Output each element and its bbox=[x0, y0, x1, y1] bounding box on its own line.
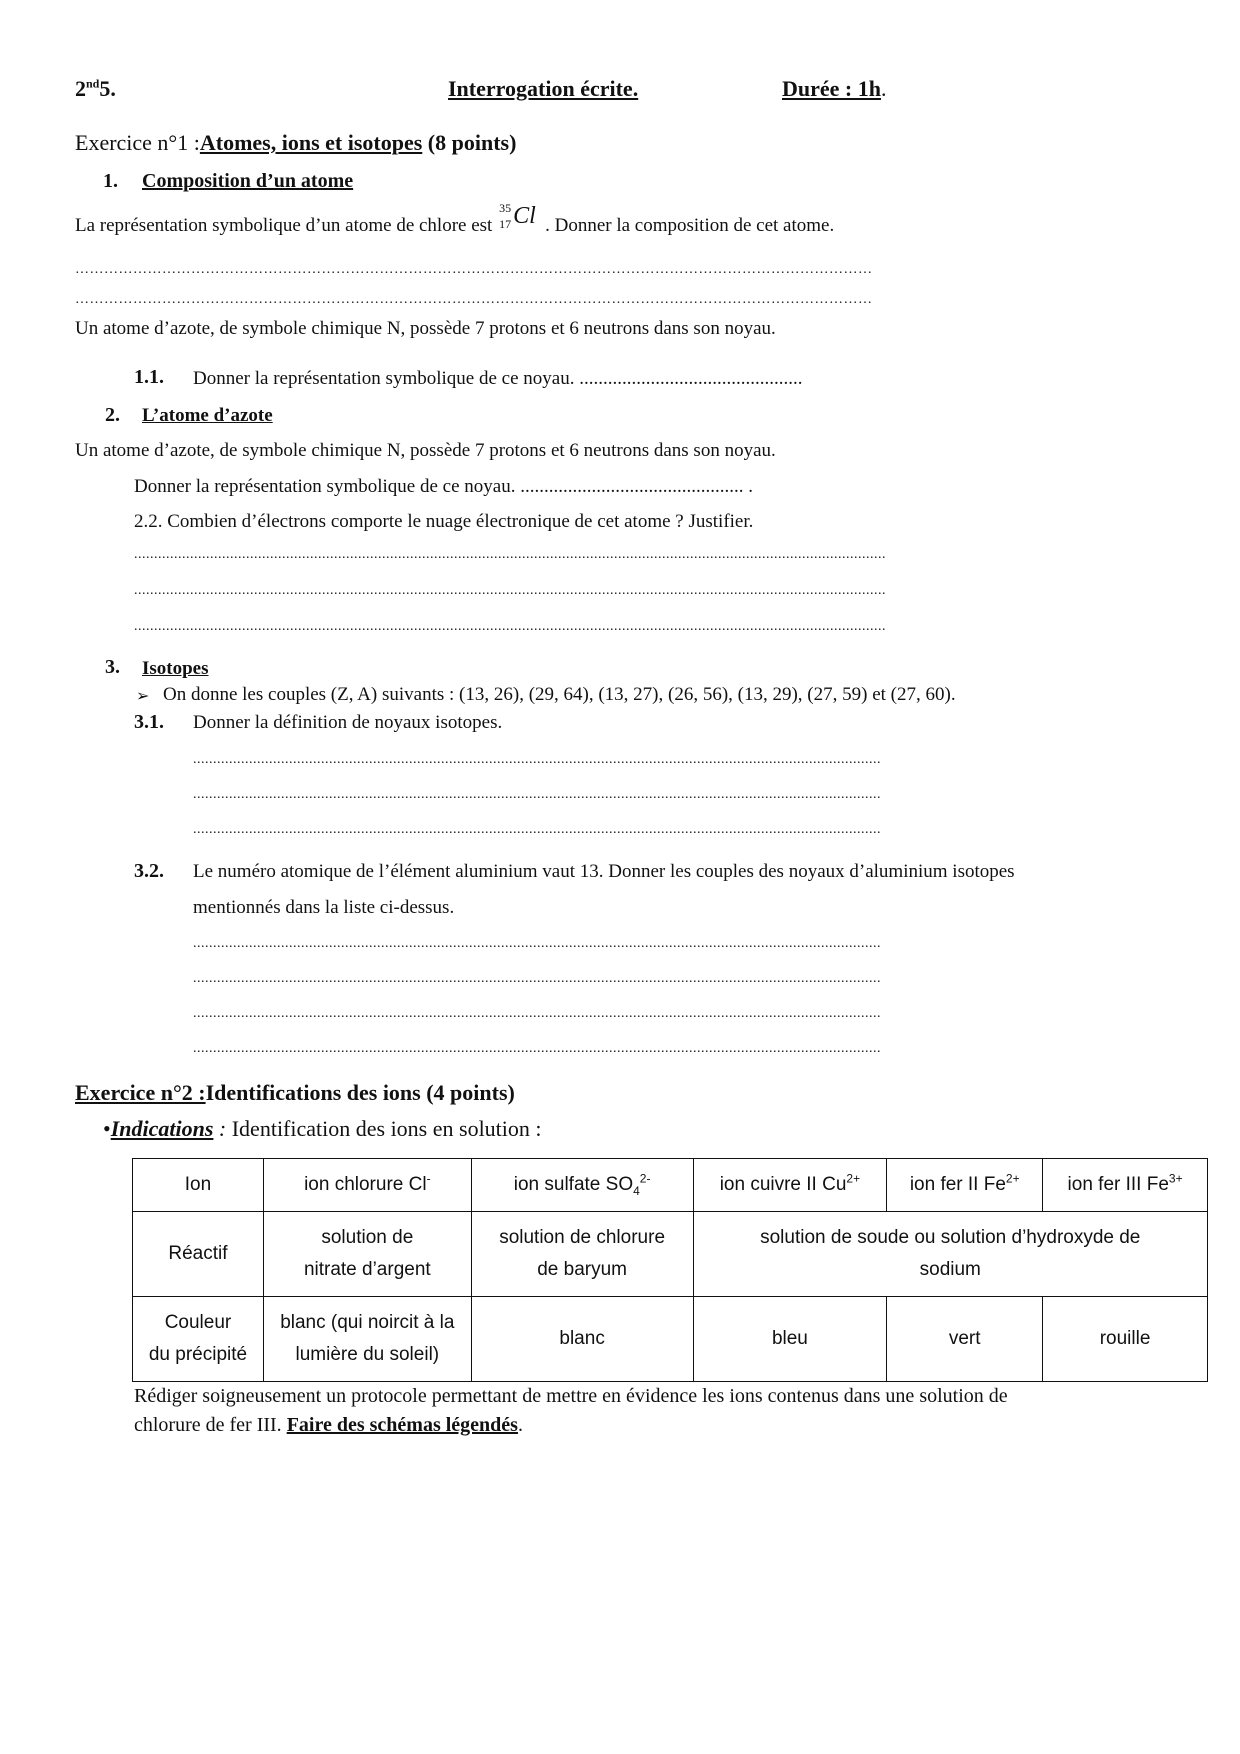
section-1-title: Composition d’un atome bbox=[142, 170, 354, 192]
answer-dots: ............................................................................................................................................................................................ bbox=[134, 583, 886, 598]
table-row bbox=[133, 1297, 1208, 1382]
protocol-instruction-cont: chlorure de fer III. Faire des schémas légendés. bbox=[134, 1414, 523, 1436]
protocol-instruction: Rédiger soigneusement un protocole permettant de mettre en évidence les ions contenus dans une solution de bbox=[134, 1385, 1008, 1407]
answer-dots: ………………………………………………………………………………………………………………………………………………… bbox=[75, 262, 873, 277]
section-2-title: L’atome d’azote bbox=[142, 405, 273, 426]
cell-couleur-fer-2: vert bbox=[887, 1297, 1043, 1382]
cell-reactif-chlorure: solution de nitrate d’argent bbox=[263, 1212, 471, 1297]
cell-couleur-cuivre: bleu bbox=[693, 1297, 887, 1382]
question-3-2-text: Le numéro atomique de l’élément aluminium vaut 13. Donner les couples des noyaux d’aluminium isotopes bbox=[193, 861, 1015, 882]
answer-dots: ............................................................................................................................................................................ bbox=[193, 787, 881, 802]
question-1-1-text: Donner la représentation symbolique de ce noyau. ............................................... bbox=[193, 368, 803, 389]
azote-statement: Un atome d’azote, de symbole chimique N, possède 7 protons et 6 neutrons dans son noyau. bbox=[75, 318, 776, 339]
indications-line: •Indications : Identification des ions en solution : bbox=[103, 1116, 542, 1141]
chlore-intro: La représentation symbolique d’un atome de chlore est 35 17 Cl . Donner la composition de cet atome. bbox=[75, 201, 835, 236]
isotope-couples: On donne les couples (Z, A) suivants : (13, 26), (29, 64), (13, 27), (26, 56), (13, 29), (27, 59) et (27, 60). bbox=[163, 684, 956, 705]
question-2-1-text: Donner la représentation symbolique de ce noyau. ............................................... . bbox=[134, 476, 753, 497]
cell-chlorure: ion chlorure Cl- bbox=[263, 1159, 471, 1212]
exercise-2-heading: Exercice n°2 :Identifications des ions (4 points) bbox=[75, 1080, 515, 1105]
answer-dots: ………………………………………………………………………………………………………………………………………………… bbox=[75, 292, 873, 307]
azote-statement-2: Un atome d’azote, de symbole chimique N, possède 7 protons et 6 neutrons dans son noyau. bbox=[75, 440, 776, 461]
section-2-number: 2. bbox=[105, 404, 120, 426]
section-1-number: 1. bbox=[103, 170, 118, 192]
cell-couleur-sulfate: blanc bbox=[471, 1297, 693, 1382]
question-3-2-text-cont: mentionnés dans la liste ci-dessus. bbox=[193, 897, 455, 918]
page-title: Interrogation écrite. bbox=[448, 76, 639, 101]
answer-dots: ............................................................................................................................................................................ bbox=[193, 1041, 881, 1056]
question-3-1-text: Donner la définition de noyaux isotopes. bbox=[193, 712, 503, 733]
answer-dots: ............................................................................................................................................................................ bbox=[193, 822, 881, 837]
answer-dots: ............................................................................................................................................................................................ bbox=[134, 619, 886, 634]
question-3-1-number: 3.1. bbox=[134, 711, 164, 733]
row-header-reactif: Réactif bbox=[133, 1212, 264, 1297]
answer-dots: ............................................................................................................................................................................................ bbox=[134, 547, 886, 562]
section-3-title: Isotopes bbox=[142, 658, 209, 679]
cell-reactif-sulfate: solution de chlorure de baryum bbox=[471, 1212, 693, 1297]
answer-dots: ............................................................................................................................................................................ bbox=[193, 752, 881, 767]
chlorine-symbol: 35 17 Cl bbox=[499, 201, 536, 231]
cell-couleur-chlorure: blanc (qui noircit à la lumière du soleil) bbox=[263, 1297, 471, 1382]
cell-couleur-fer-3: rouille bbox=[1043, 1297, 1208, 1382]
question-3-2-number: 3.2. bbox=[134, 860, 164, 882]
row-header-couleur: Couleur du précipité bbox=[133, 1297, 264, 1382]
duration-label: Durée : 1h. bbox=[782, 76, 887, 101]
exercise-1-heading: Exercice n°1 :Atomes, ions et isotopes (8 points) bbox=[75, 130, 517, 155]
answer-dots: ............................................................................................................................................................................ bbox=[193, 936, 881, 951]
row-header-ion: Ion bbox=[133, 1159, 264, 1212]
table-row bbox=[133, 1159, 1208, 1212]
arrow-bullet-icon: ➢ bbox=[136, 688, 150, 705]
class-label: 2nd5. bbox=[75, 76, 116, 101]
section-3-number: 3. bbox=[105, 656, 120, 678]
ion-identification-table bbox=[132, 1158, 1208, 1382]
answer-dots: ............................................................................................................................................................................ bbox=[193, 971, 881, 986]
cell-fer-2: ion fer II $Fe^{2+}$ bbox=[887, 1159, 1043, 1212]
cell-sulfate: ion sulfate $SO_4^{2-}$ bbox=[471, 1159, 693, 1212]
cell-cuivre: ion cuivre II $Cu^{2+}$ bbox=[693, 1159, 887, 1212]
question-2-2-text: 2.2. Combien d’électrons comporte le nuage électronique de cet atome ? Justifier. bbox=[134, 511, 754, 532]
cell-reactif-metals: solution de soude ou solution d’hydroxyde de sodium bbox=[693, 1212, 1208, 1297]
question-1-1-number: 1.1. bbox=[134, 366, 164, 388]
answer-dots: ............................................................................................................................................................................ bbox=[193, 1006, 881, 1021]
cell-fer-3: ion fer III $Fe^{3+}$ bbox=[1043, 1159, 1208, 1212]
table-row bbox=[133, 1212, 1208, 1297]
bullet-icon: • bbox=[103, 1116, 111, 1141]
